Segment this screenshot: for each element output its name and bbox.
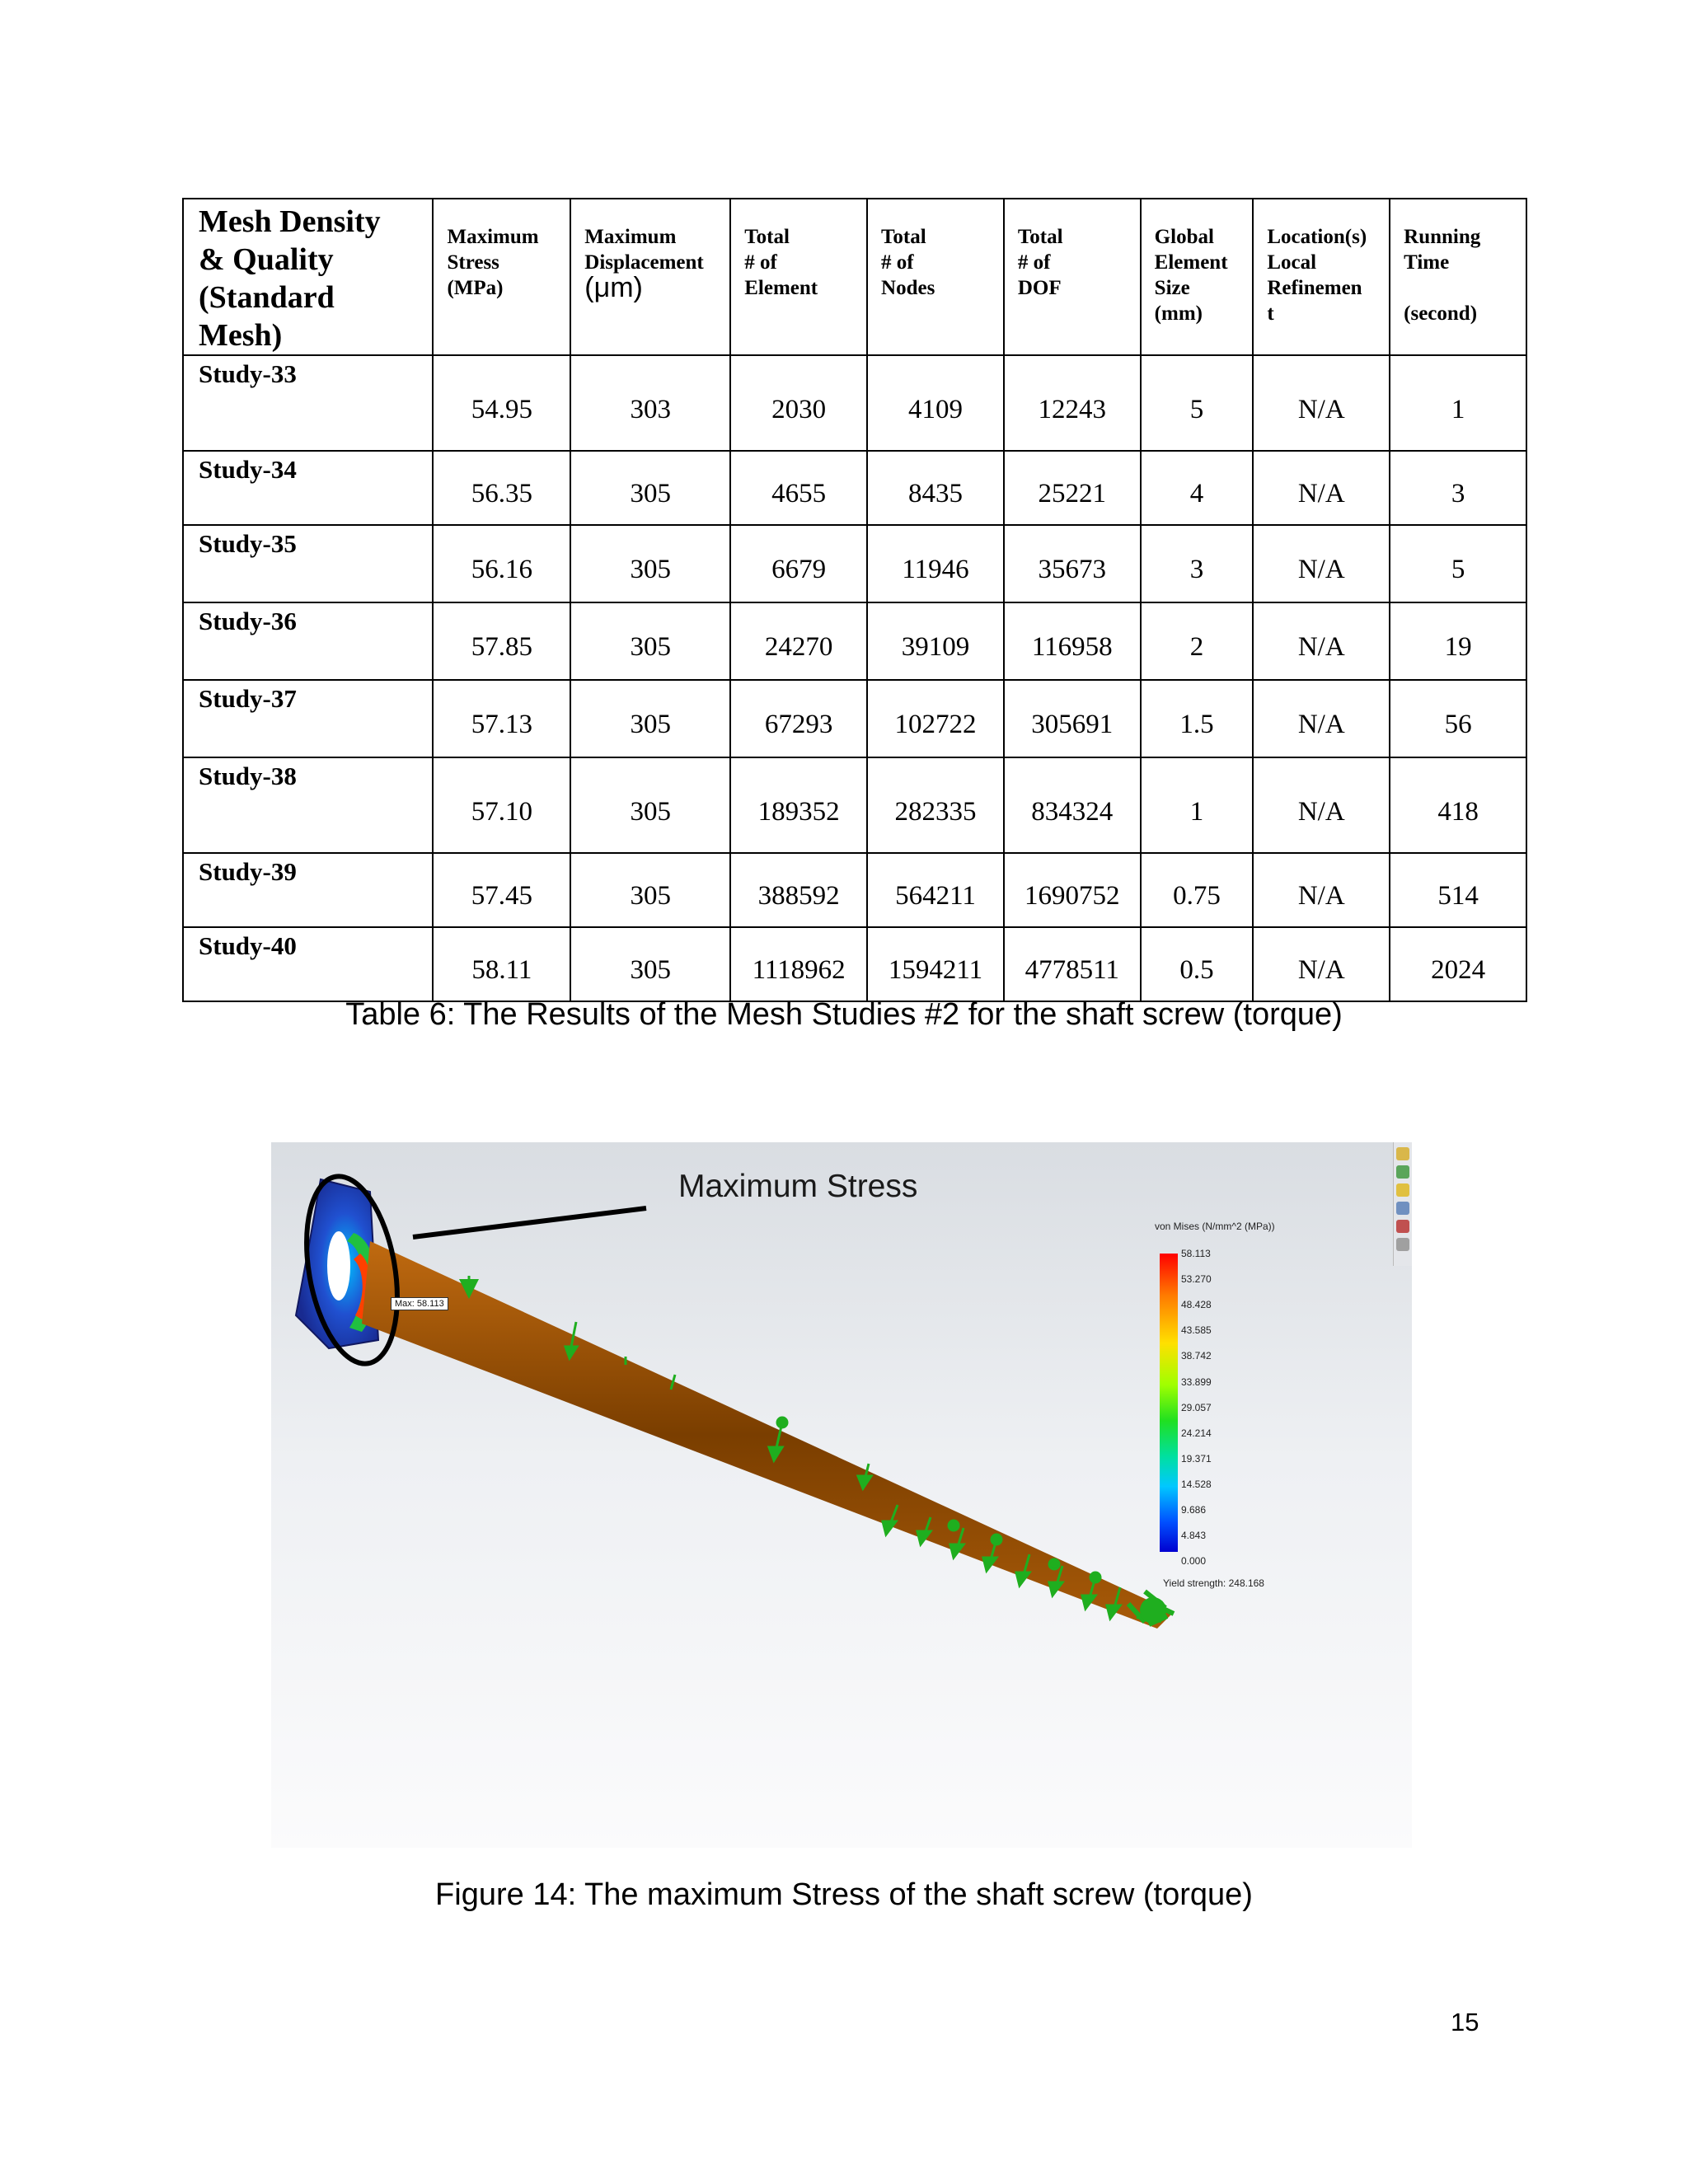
cell-dof: 35673: [1004, 525, 1141, 602]
legend-title: von Mises (N/mm^2 (MPa)): [1155, 1221, 1275, 1232]
cell-nodes: 282335: [867, 757, 1004, 853]
page-number: 15: [1451, 2008, 1479, 2036]
stress-render: [271, 1142, 1412, 1848]
screw-shaft: [362, 1241, 1174, 1629]
legend-tick-label: 38.742: [1181, 1350, 1212, 1362]
legend-tick-label: 48.428: [1181, 1299, 1212, 1311]
cell-nodes: 11946: [867, 525, 1004, 602]
legend-tick-label: 24.214: [1181, 1427, 1212, 1439]
cell-dof: 4778511: [1004, 927, 1141, 1001]
cell-dof: 834324: [1004, 757, 1141, 853]
cell-size: 1: [1141, 757, 1254, 853]
table-row: [183, 451, 1526, 525]
cell-disp: 305: [570, 680, 730, 757]
table-row: [183, 355, 1526, 451]
cell-elements: 67293: [730, 680, 867, 757]
cell-size: 0.75: [1141, 853, 1254, 927]
legend-tick-label: 14.528: [1181, 1478, 1212, 1490]
cell-local: N/A: [1253, 525, 1390, 602]
cell-dof: 1690752: [1004, 853, 1141, 927]
cell-stress: 57.10: [433, 757, 570, 853]
cell-disp: 305: [570, 853, 730, 927]
table-row: [183, 853, 1526, 927]
cell-disp: 305: [570, 757, 730, 853]
legend-tick-label: 0.000: [1181, 1555, 1207, 1568]
cell-elements: 6679: [730, 525, 867, 602]
study-label: Study-33: [183, 355, 433, 451]
study-label: Study-34: [183, 451, 433, 525]
header-total-nodes: Total # of Nodes: [867, 199, 1004, 355]
toolbar-tool-icon[interactable]: [1396, 1147, 1409, 1160]
study-label: Study-35: [183, 525, 433, 602]
cell-size: 3: [1141, 525, 1254, 602]
cell-size: 2: [1141, 602, 1254, 680]
table-row: [183, 757, 1526, 853]
study-label: Study-36: [183, 602, 433, 680]
cell-elements: 2030: [730, 355, 867, 451]
cell-disp: 305: [570, 602, 730, 680]
cell-size: 4: [1141, 451, 1254, 525]
cell-time: 418: [1390, 757, 1526, 853]
cell-stress: 54.95: [433, 355, 570, 451]
cell-local: N/A: [1253, 927, 1390, 1001]
table-header-row: [183, 199, 1526, 355]
cell-stress: 56.35: [433, 451, 570, 525]
study-label: Study-39: [183, 853, 433, 927]
cell-time: 514: [1390, 853, 1526, 927]
cell-nodes: 39109: [867, 602, 1004, 680]
legend-tick-label: 53.270: [1181, 1273, 1212, 1286]
legend-tick-label: 33.899: [1181, 1376, 1212, 1388]
cell-nodes: 4109: [867, 355, 1004, 451]
cell-local: N/A: [1253, 451, 1390, 525]
cell-stress: 57.85: [433, 602, 570, 680]
cell-nodes: 8435: [867, 451, 1004, 525]
table-row: [183, 680, 1526, 757]
cell-disp: 305: [570, 927, 730, 1001]
toolbar-settings-icon[interactable]: [1396, 1238, 1409, 1251]
cell-nodes: 1594211: [867, 927, 1004, 1001]
table-row: [183, 927, 1526, 1001]
cell-time: 5: [1390, 525, 1526, 602]
toolbar-folder-icon[interactable]: [1396, 1183, 1409, 1197]
cell-elements: 24270: [730, 602, 867, 680]
viewer-toolbar[interactable]: [1393, 1142, 1412, 1266]
cell-dof: 116958: [1004, 602, 1141, 680]
study-label: Study-38: [183, 757, 433, 853]
legend-tick-label: 9.686: [1181, 1504, 1207, 1516]
cell-local: N/A: [1253, 757, 1390, 853]
table-caption: Table 6: The Results of the Mesh Studies #2 for the shaft screw (torque): [345, 997, 1343, 1032]
cell-local: N/A: [1253, 355, 1390, 451]
cell-elements: 4655: [730, 451, 867, 525]
cell-elements: 1118962: [730, 927, 867, 1001]
cell-dof: 305691: [1004, 680, 1141, 757]
head-hole: [327, 1231, 350, 1301]
table-row: [183, 602, 1526, 680]
header-global-element-size: Global Element Size (mm): [1141, 199, 1254, 355]
cell-stress: 58.11: [433, 927, 570, 1001]
max-value-label: Max: 58.113: [391, 1297, 448, 1310]
cell-time: 56: [1390, 680, 1526, 757]
legend-tick-label: 58.113: [1181, 1248, 1211, 1259]
cell-time: 3: [1390, 451, 1526, 525]
figure-caption: Figure 14: The maximum Stress of the shaft screw (torque): [435, 1877, 1253, 1912]
toolbar-view-icon[interactable]: [1396, 1202, 1409, 1215]
header-max-displacement: Maximum Displacement (μm): [570, 199, 730, 355]
cell-dof: 25221: [1004, 451, 1141, 525]
cell-disp: 303: [570, 355, 730, 451]
header-local-refinement: Location(s) Local Refinemen t: [1253, 199, 1390, 355]
cell-time: 19: [1390, 602, 1526, 680]
study-label: Study-37: [183, 680, 433, 757]
legend-tick-label: 4.843: [1181, 1530, 1207, 1542]
cell-stress: 57.45: [433, 853, 570, 927]
cell-local: N/A: [1253, 853, 1390, 927]
cell-elements: 388592: [730, 853, 867, 927]
toolbar-chart-icon[interactable]: [1396, 1165, 1409, 1179]
cell-dof: 12243: [1004, 355, 1141, 451]
cell-time: 2024: [1390, 927, 1526, 1001]
header-total-elements: Total # of Element: [730, 199, 867, 355]
cell-local: N/A: [1253, 680, 1390, 757]
mesh-results-table: [182, 198, 1527, 1002]
header-total-dof: Total # of DOF: [1004, 199, 1141, 355]
cell-local: N/A: [1253, 602, 1390, 680]
legend-tick-label: 19.371: [1181, 1452, 1212, 1465]
annotation-leader-line: [413, 1208, 646, 1237]
cell-stress: 56.16: [433, 525, 570, 602]
header-mesh-density: Mesh Density & Quality (Standard Mesh): [183, 199, 433, 355]
legend-color-bar: [1160, 1254, 1178, 1552]
cell-disp: 305: [570, 451, 730, 525]
cell-size: 0.5: [1141, 927, 1254, 1001]
cell-stress: 57.13: [433, 680, 570, 757]
legend-tick-label: 43.585: [1181, 1324, 1212, 1337]
cell-size: 5: [1141, 355, 1254, 451]
toolbar-color-icon[interactable]: [1396, 1220, 1409, 1233]
header-running-time: Running Time (second): [1390, 199, 1526, 355]
table-row: [183, 525, 1526, 602]
cell-disp: 305: [570, 525, 730, 602]
cell-size: 1.5: [1141, 680, 1254, 757]
header-max-stress: Maximum Stress (MPa): [433, 199, 570, 355]
yield-strength-label: Yield strength: 248.168: [1163, 1577, 1264, 1589]
stress-figure: [271, 1142, 1412, 1848]
cell-nodes: 102722: [867, 680, 1004, 757]
study-label: Study-40: [183, 927, 433, 1001]
cell-elements: 189352: [730, 757, 867, 853]
legend-tick-label: 29.057: [1181, 1401, 1212, 1413]
cell-time: 1: [1390, 355, 1526, 451]
figure-annotation-title: Maximum Stress: [678, 1169, 918, 1204]
cell-nodes: 564211: [867, 853, 1004, 927]
